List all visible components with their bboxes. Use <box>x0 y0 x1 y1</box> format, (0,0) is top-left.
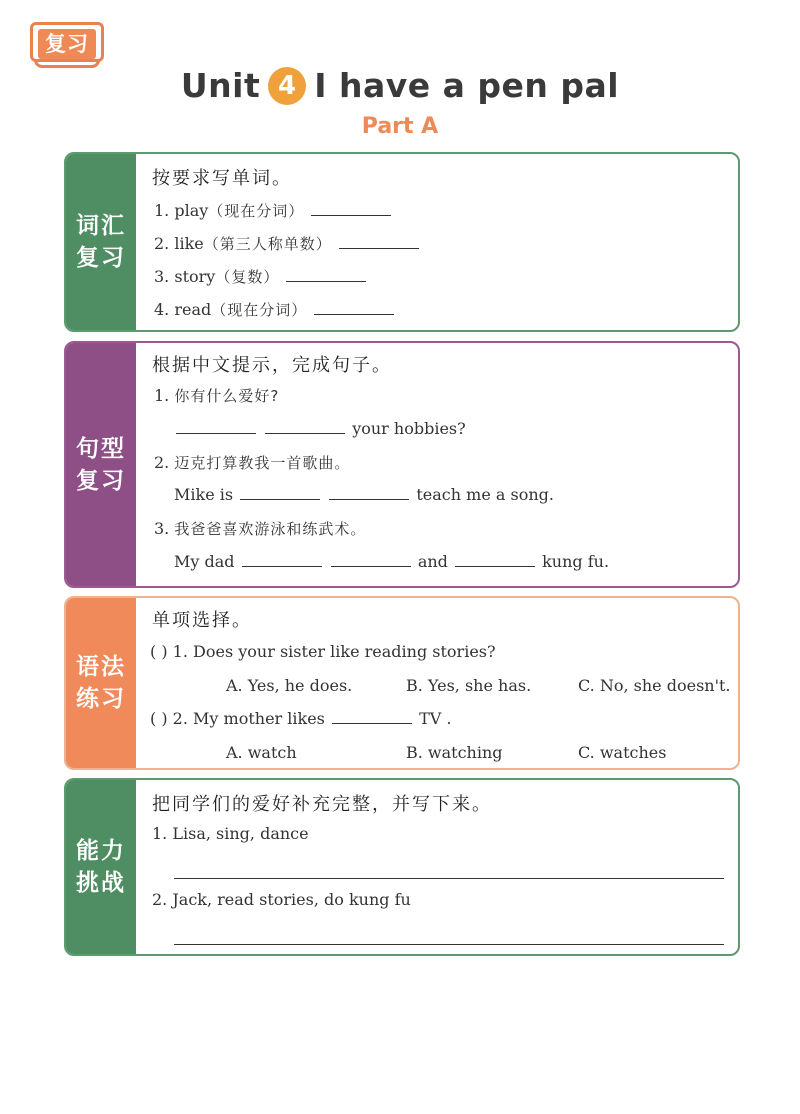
section-instruction: 按要求写单词。 <box>152 168 292 189</box>
section-tab-label: 语法 练习 <box>76 654 126 712</box>
answer-paren[interactable]: ( ) <box>150 642 168 661</box>
option-a: A. watch <box>226 743 297 762</box>
answer-blank[interactable] <box>314 301 394 315</box>
vocab-item: 2. like（第三人称单数） <box>154 233 421 254</box>
sentence-review-section <box>64 341 740 588</box>
answer-blank[interactable] <box>339 235 419 249</box>
option-c: C. watches <box>578 743 667 762</box>
section-tab-label: 能力 挑战 <box>76 838 126 896</box>
section-instruction: 根据中文提示，完成句子。 <box>152 355 392 376</box>
section-tab-label: 词汇 复习 <box>76 213 126 271</box>
badge-label: 复习 <box>38 29 96 59</box>
answer-blank[interactable] <box>311 202 391 216</box>
vocabulary-review-section <box>64 152 740 332</box>
answer-blank[interactable] <box>331 553 411 567</box>
sentence-prompt: 3. 我爸爸喜欢游泳和练武术。 <box>154 519 367 538</box>
section-tab <box>66 154 136 330</box>
section-tab-label: 句型 复习 <box>76 435 126 494</box>
choice-question: ( ) 1. Does your sister like reading stories? <box>150 642 496 661</box>
vocab-item: 1. play（现在分词） <box>154 200 393 221</box>
unit-prefix: Unit <box>180 66 261 105</box>
challenge-item: 1. Lisa, sing, dance <box>152 824 309 843</box>
answer-blank[interactable] <box>240 486 320 500</box>
answer-blank[interactable] <box>242 553 322 567</box>
answer-blank[interactable] <box>286 268 366 282</box>
unit-title: I have a pen pal <box>314 66 620 105</box>
section-tab <box>66 780 136 954</box>
challenge-item: 2. Jack, read stories, do kung fu <box>152 890 411 909</box>
answer-blank[interactable] <box>332 710 412 724</box>
sentence-prompt: 2. 迈克打算教我一首歌曲。 <box>154 453 351 472</box>
answer-blank[interactable] <box>176 420 256 434</box>
section-instruction: 单项选择。 <box>152 610 252 631</box>
option-b: B. watching <box>406 743 503 762</box>
option-a: A. Yes, he does. <box>226 676 353 695</box>
badge-frame <box>30 22 104 62</box>
ability-challenge-section <box>64 778 740 956</box>
answer-paren[interactable]: ( ) <box>150 709 168 728</box>
section-tab <box>66 343 136 586</box>
answer-blank[interactable] <box>455 553 535 567</box>
answer-blank[interactable] <box>265 420 345 434</box>
page-title <box>0 66 800 105</box>
unit-number-badge: 4 <box>268 67 306 105</box>
option-c: C. No, she doesn't. <box>578 676 731 695</box>
vocab-item: 3. story（复数） <box>154 266 368 287</box>
section-instruction: 把同学们的爱好补充完整，并写下来。 <box>152 794 492 815</box>
part-subtitle: Part A <box>361 114 439 139</box>
review-badge <box>30 22 104 68</box>
grammar-practice-section <box>64 596 740 770</box>
choice-question: ( ) 2. My mother likes TV . <box>150 709 452 728</box>
vocab-item: 4. read（现在分词） <box>154 299 396 320</box>
sentence-answer: your hobbies? <box>174 419 466 438</box>
sentence-answer: My dad and kung fu. <box>174 552 610 571</box>
answer-blank[interactable] <box>329 486 409 500</box>
section-tab <box>66 598 136 768</box>
sentence-prompt: 1. 你有什么爱好? <box>154 386 280 405</box>
writing-line[interactable] <box>174 944 724 945</box>
writing-line[interactable] <box>174 878 724 879</box>
sentence-answer: Mike is teach me a song. <box>174 485 554 504</box>
option-b: B. Yes, she has. <box>406 676 532 695</box>
